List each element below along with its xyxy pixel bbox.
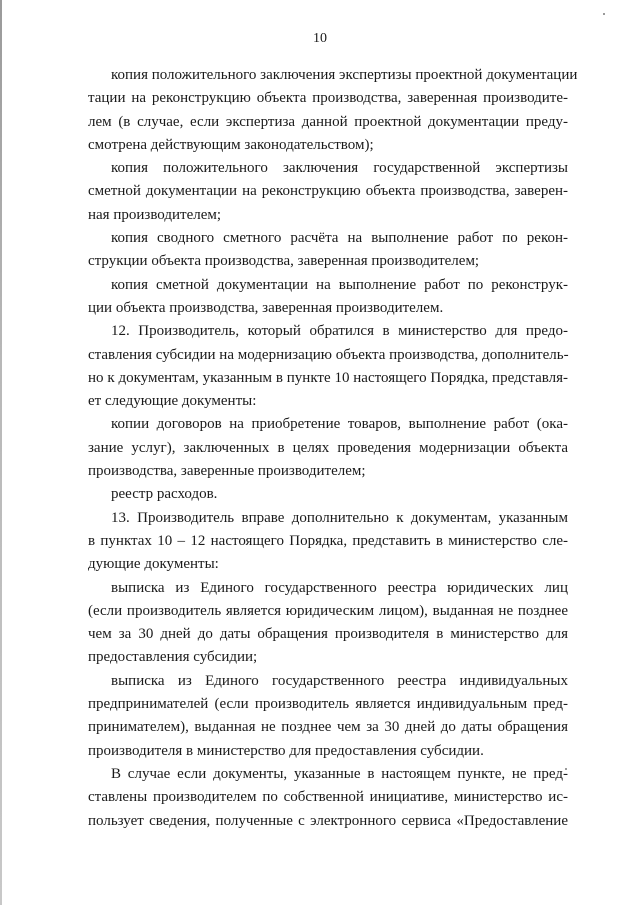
text-line: выписка из Единого государственного реестра индивидуальных	[111, 672, 568, 689]
paragraph	[88, 670, 568, 763]
text-line: ции объекта производства, заверенная производителем.	[88, 299, 444, 316]
paragraph	[88, 507, 568, 577]
text-line: сметной документации на реконструкцию объекта производства, заверен-	[88, 183, 568, 200]
text-line: чем за 30 дней до даты обращения производителя в министерство для	[88, 626, 568, 643]
paragraph	[88, 157, 568, 227]
paragraph	[88, 64, 578, 157]
paragraph	[88, 274, 568, 321]
paragraph	[88, 577, 568, 670]
text-line: смотрена действующим законодательством);	[88, 136, 374, 153]
text-line: копия сметной документации на выполнение работ по реконструк-	[111, 276, 568, 293]
text-line: лем (в случае, если экспертиза данной проектной документации преду-	[88, 113, 568, 130]
text-line: пользует сведения, полученные с электронного сервиса «Предоставление	[88, 812, 568, 829]
text-line: 12. Производитель, который обратился в министерство для предо-	[111, 323, 568, 340]
text-line: струкции объекта производства, заверенная производителем;	[88, 253, 480, 270]
text-line: ная производителем;	[88, 206, 222, 223]
text-line: в пунктах 10 – 12 настоящего Порядка, представить в министерство сле-	[88, 532, 568, 549]
scan-edge-shadow	[0, 0, 2, 905]
text-line: копия положительного заключения экспертизы проектной документации	[111, 67, 578, 83]
text-line: зание услуг), заключенных в целях проведения модернизации объекта	[88, 439, 568, 456]
text-line: 13. Производитель вправе дополнительно к документам, указанным	[111, 509, 568, 526]
text-line: ставлены производителем по собственной инициативе, министерство ис-	[88, 789, 568, 806]
text-line: (если производитель является юридическим лицом), выданная не позднее	[88, 602, 568, 619]
text-line: ставления субсидии на модернизацию объекта производства, дополнитель-	[88, 346, 569, 363]
text-line: но к документам, указанным в пункте 10 настоящего Порядка, представля-	[88, 369, 568, 386]
text-line: производства, заверенные производителем;	[88, 463, 366, 480]
paragraph	[88, 763, 568, 833]
text-line: копия сводного сметного расчёта на выполнение работ по рекон-	[111, 230, 568, 247]
text-line: предоставления субсидии;	[88, 649, 258, 666]
text-line: В случае если документы, указанные в настоящем пункте, не пред-	[111, 765, 568, 782]
page-number: 10	[313, 31, 327, 46]
scan-speck	[603, 13, 605, 15]
paragraph	[88, 413, 568, 483]
text-line: принимателем), выданная не позднее чем за 30 дней до даты обращения	[88, 719, 568, 736]
text-line: реестр расходов.	[111, 486, 218, 503]
text-line: предпринимателей (если производитель является индивидуальным пред-	[88, 696, 568, 713]
paragraph	[88, 483, 568, 506]
text-line: ет следующие документы:	[88, 393, 257, 410]
text-line: копии договоров на приобретение товаров, выполнение работ (ока-	[111, 416, 568, 433]
paragraph	[88, 227, 568, 274]
text-line: тации на реконструкцию объекта производства, заверенная производите-	[88, 90, 568, 107]
document-body	[88, 64, 578, 833]
text-line: производителя в министерство для предоставления субсидии.	[88, 742, 484, 759]
text-line: выписка из Единого государственного реестра юридических лиц	[111, 579, 568, 596]
paragraph	[88, 320, 568, 413]
text-line: дующие документы:	[88, 556, 219, 573]
text-line: копия положительного заключения государственной экспертизы	[111, 160, 568, 177]
